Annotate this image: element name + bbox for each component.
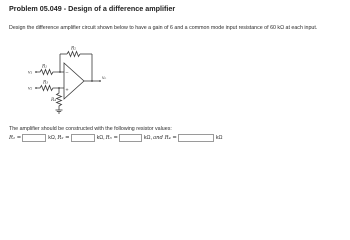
v1-label: v₁: [28, 70, 33, 76]
r3-answer-unit: kΩ,: [143, 135, 152, 141]
feedback-junction-dot: [59, 71, 61, 73]
r2-label: R₂: [71, 46, 77, 52]
r3-answer-label: R₃ =: [105, 135, 118, 141]
r2-resistor: [67, 52, 80, 57]
r2-answer-label: R₂ =: [57, 135, 70, 141]
difference-amplifier-circuit: [0, 30, 160, 122]
opamp-minus-sign: −: [65, 70, 69, 75]
r4-resistor: [57, 88, 62, 110]
vo-terminal: [99, 80, 101, 82]
r2-answer-unit: kΩ,: [96, 135, 105, 141]
r4-answer-unit: kΩ: [215, 135, 223, 141]
r3-label: R₃: [43, 80, 49, 86]
vo-label: vₒ: [102, 76, 107, 81]
r4-answer-input[interactable]: [178, 134, 214, 142]
opamp-triangle: [64, 63, 84, 99]
r1-label: R₁: [42, 64, 48, 70]
problem-title: Problem 05.049 - Design of a difference amplifier: [9, 4, 176, 13]
r3-answer-input[interactable]: [119, 134, 142, 142]
r1-answer-label: R₁ =: [9, 135, 22, 141]
v2-label: v₂: [28, 86, 33, 92]
r1-answer-input[interactable]: [22, 134, 46, 142]
answer-instructions: The amplifier should be constructed with the following resistor values:: [9, 126, 172, 132]
problem-statement: Design the difference amplifier circuit shown below to have a gain of 6 and a common mode input resistance of 60 kΩ at each input.: [9, 25, 318, 31]
opamp-plus-sign: +: [65, 87, 69, 92]
r1-resistor: [37, 70, 57, 75]
r4-answer-label: and R₄ =: [152, 135, 177, 141]
ground-symbol: [56, 110, 63, 113]
r1-answer-unit: kΩ,: [48, 135, 57, 141]
r2-answer-input[interactable]: [71, 134, 95, 142]
output-junction-dot: [91, 80, 93, 82]
r4-label: R₄: [51, 98, 57, 103]
answer-row: [9, 133, 223, 143]
